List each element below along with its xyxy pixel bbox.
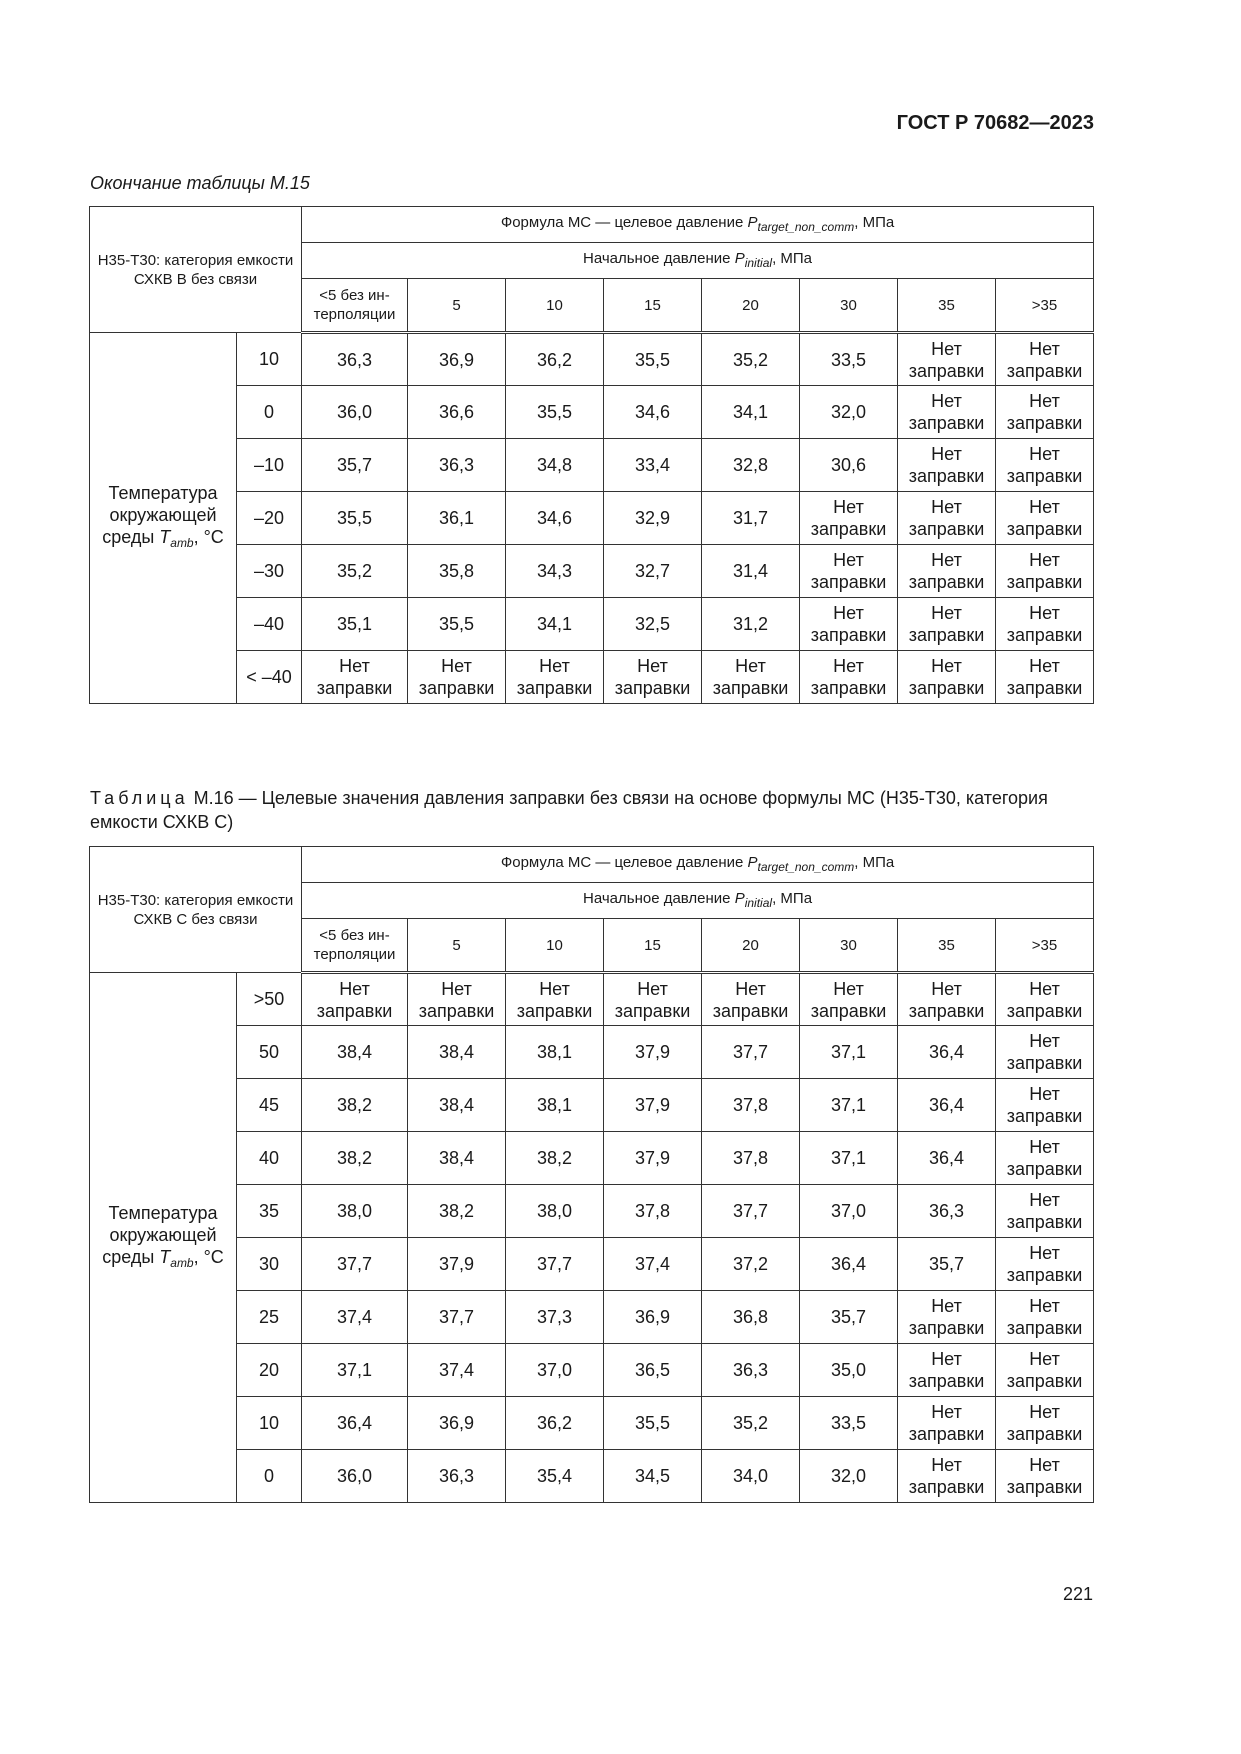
value-cell: 31,2 [702, 598, 800, 651]
value-cell: Нет заправки [800, 651, 898, 704]
value-cell: 35,5 [506, 386, 604, 439]
page-number: 221 [1062, 1584, 1093, 1604]
temperature-cell: 10 [237, 333, 302, 386]
pressure-column-header: >35 [996, 919, 1094, 973]
value-cell: Нет заправки [898, 1291, 996, 1344]
temperature-cell: 35 [237, 1185, 302, 1238]
table-row [90, 973, 1094, 1026]
temperature-cell: –20 [237, 492, 302, 545]
pressure-column-header: 35 [898, 279, 996, 333]
value-cell: Нет заправки [702, 651, 800, 704]
table-row [90, 1291, 1094, 1344]
value-cell: 36,0 [302, 386, 408, 439]
value-cell: 36,8 [702, 1291, 800, 1344]
value-cell: Нет заправки [996, 1397, 1094, 1450]
pressure-column-header: 10 [506, 279, 604, 333]
value-cell: 36,2 [506, 333, 604, 386]
table-row [90, 1026, 1094, 1079]
value-cell: 35,5 [408, 598, 506, 651]
value-cell: 35,5 [604, 1397, 702, 1450]
value-cell: Нет заправки [898, 439, 996, 492]
value-cell: 38,2 [302, 1132, 408, 1185]
value-cell: 37,9 [604, 1132, 702, 1185]
value-cell: 34,1 [702, 386, 800, 439]
temperature-cell: 30 [237, 1238, 302, 1291]
temperature-cell: 50 [237, 1026, 302, 1079]
value-cell: Нет заправки [302, 651, 408, 704]
value-cell: 32,7 [604, 545, 702, 598]
value-cell: Нет заправки [996, 1079, 1094, 1132]
value-cell: 34,6 [604, 386, 702, 439]
value-cell: 35,2 [702, 333, 800, 386]
value-cell: Нет заправки [996, 386, 1094, 439]
value-cell: 36,0 [302, 1450, 408, 1503]
pressure-column-header: 30 [800, 919, 898, 973]
value-cell: 36,5 [604, 1344, 702, 1397]
value-cell: Нет заправки [898, 492, 996, 545]
value-cell: Нет заправки [996, 1238, 1094, 1291]
value-cell: Нет заправки [898, 651, 996, 704]
pressure-column-header: 15 [604, 919, 702, 973]
pressure-column-header: 5 [408, 919, 506, 973]
table2-initial-pressure-header: Начальное давление $P_{initial}$, МПа [302, 883, 1094, 919]
value-cell: 38,4 [408, 1079, 506, 1132]
value-cell: 37,9 [604, 1026, 702, 1079]
value-cell: 34,6 [506, 492, 604, 545]
table1-corner-label: Н35-Т30: категория емкости СХКВ В без связи [90, 207, 302, 333]
temperature-cell: 0 [237, 1450, 302, 1503]
value-cell: Нет заправки [996, 1344, 1094, 1397]
pressure-column-header: <5 без ин-терполяции [302, 279, 408, 333]
value-cell: 38,4 [408, 1132, 506, 1185]
value-cell: Нет заправки [800, 598, 898, 651]
value-cell: 36,6 [408, 386, 506, 439]
value-cell: Нет заправки [408, 651, 506, 704]
value-cell: 37,9 [408, 1238, 506, 1291]
value-cell: 36,3 [898, 1185, 996, 1238]
value-cell: 35,1 [302, 598, 408, 651]
document-code: ГОСТ Р 70682—2023 [896, 112, 1094, 134]
table-row [90, 386, 1094, 439]
value-cell: 35,7 [302, 439, 408, 492]
pressure-column-header: 35 [898, 919, 996, 973]
pressure-column-header: 15 [604, 279, 702, 333]
value-cell: 36,2 [506, 1397, 604, 1450]
temperature-cell: 40 [237, 1132, 302, 1185]
table2-formula-header: Формула МС — целевое давление $P_{target\_non\_comm}$, МПа [302, 847, 1094, 883]
value-cell: Нет заправки [996, 1450, 1094, 1503]
value-cell: 38,0 [506, 1185, 604, 1238]
value-cell: 35,5 [302, 492, 408, 545]
value-cell: 35,2 [302, 545, 408, 598]
value-cell: Нет заправки [996, 973, 1094, 1026]
value-cell: Нет заправки [996, 1185, 1094, 1238]
value-cell: Нет заправки [800, 545, 898, 598]
row-group-text: Температура окружающей среды [102, 483, 218, 547]
value-cell: Нет заправки [996, 1026, 1094, 1079]
value-cell: Нет заправки [898, 333, 996, 386]
row-group-var: T [159, 527, 171, 547]
table2 [89, 846, 1094, 1503]
row-group-label [90, 333, 237, 704]
value-cell: 33,5 [800, 1397, 898, 1450]
value-cell: Нет заправки [800, 492, 898, 545]
value-cell: 37,8 [702, 1079, 800, 1132]
temperature-cell: 45 [237, 1079, 302, 1132]
value-cell: 37,4 [408, 1344, 506, 1397]
value-cell: Нет заправки [996, 439, 1094, 492]
value-cell: 37,0 [506, 1344, 604, 1397]
value-cell: 32,5 [604, 598, 702, 651]
table1-initial-pressure-header: Начальное давление $P_{initial}$, МПа [302, 243, 1094, 279]
value-cell: 37,1 [302, 1344, 408, 1397]
temperature-cell: >50 [237, 973, 302, 1026]
value-cell: 36,4 [302, 1397, 408, 1450]
value-cell: 34,8 [506, 439, 604, 492]
value-cell: 36,4 [898, 1026, 996, 1079]
value-cell: 32,8 [702, 439, 800, 492]
value-cell: 38,1 [506, 1079, 604, 1132]
temperature-cell: –30 [237, 545, 302, 598]
value-cell: 37,7 [702, 1185, 800, 1238]
value-cell: 35,7 [898, 1238, 996, 1291]
value-cell: 38,2 [408, 1185, 506, 1238]
value-cell: 38,4 [408, 1026, 506, 1079]
value-cell: 34,1 [506, 598, 604, 651]
temperature-cell: 10 [237, 1397, 302, 1450]
value-cell: 34,0 [702, 1450, 800, 1503]
value-cell: Нет заправки [996, 492, 1094, 545]
table-row [90, 333, 1094, 386]
temperature-cell: –10 [237, 439, 302, 492]
value-cell: 38,1 [506, 1026, 604, 1079]
value-cell: 36,3 [408, 1450, 506, 1503]
temperature-cell: 25 [237, 1291, 302, 1344]
temperature-cell: < –40 [237, 651, 302, 704]
value-cell: 37,0 [800, 1185, 898, 1238]
table-row [90, 1132, 1094, 1185]
value-cell: 35,5 [604, 333, 702, 386]
pressure-column-header: 20 [702, 279, 800, 333]
value-cell: Нет заправки [800, 973, 898, 1026]
value-cell: 36,3 [702, 1344, 800, 1397]
table-row [90, 545, 1094, 598]
value-cell: 36,3 [408, 439, 506, 492]
table-row [90, 651, 1094, 704]
value-cell: 31,4 [702, 545, 800, 598]
value-cell: 36,4 [898, 1132, 996, 1185]
temperature-cell: 0 [237, 386, 302, 439]
value-cell: Нет заправки [996, 333, 1094, 386]
value-cell: Нет заправки [996, 1132, 1094, 1185]
value-cell: 31,7 [702, 492, 800, 545]
table1 [89, 206, 1094, 704]
value-cell: Нет заправки [996, 1291, 1094, 1344]
value-cell: Нет заправки [898, 386, 996, 439]
value-cell: Нет заправки [996, 545, 1094, 598]
table1-formula-header: Формула МС — целевое давление $P_{target\_non\_comm}$, МПа [302, 207, 1094, 243]
value-cell: 37,8 [702, 1132, 800, 1185]
value-cell: 35,2 [702, 1397, 800, 1450]
value-cell: 36,3 [302, 333, 408, 386]
value-cell: Нет заправки [702, 973, 800, 1026]
value-cell: 36,1 [408, 492, 506, 545]
value-cell: 32,9 [604, 492, 702, 545]
value-cell: 37,7 [302, 1238, 408, 1291]
value-cell: Нет заправки [898, 598, 996, 651]
value-cell: 36,9 [604, 1291, 702, 1344]
value-cell: 35,4 [506, 1450, 604, 1503]
value-cell: 36,4 [898, 1079, 996, 1132]
table-row [90, 598, 1094, 651]
pressure-column-header: 20 [702, 919, 800, 973]
value-cell: Нет заправки [408, 973, 506, 1026]
value-cell: 33,4 [604, 439, 702, 492]
row-group-text: Температура окружающей среды [102, 1202, 218, 1267]
value-cell: Нет заправки [898, 1397, 996, 1450]
row-group-sub: amb [170, 1255, 194, 1270]
value-cell: 37,7 [702, 1026, 800, 1079]
value-cell: 37,1 [800, 1132, 898, 1185]
value-cell: 37,2 [702, 1238, 800, 1291]
value-cell: Нет заправки [604, 651, 702, 704]
table-row [90, 492, 1094, 545]
value-cell: 37,4 [604, 1238, 702, 1291]
value-cell: Нет заправки [898, 1450, 996, 1503]
value-cell: 37,1 [800, 1026, 898, 1079]
value-cell: 37,4 [302, 1291, 408, 1344]
value-cell: 37,8 [604, 1185, 702, 1238]
value-cell: Нет заправки [898, 545, 996, 598]
table-row [90, 1450, 1094, 1503]
value-cell: Нет заправки [506, 973, 604, 1026]
value-cell: 37,7 [506, 1238, 604, 1291]
table-row [90, 1344, 1094, 1397]
value-cell: Нет заправки [996, 598, 1094, 651]
table1-caption: Окончание таблицы М.15 [90, 173, 310, 193]
value-cell: 38,0 [302, 1185, 408, 1238]
table-row [90, 1238, 1094, 1291]
value-cell: Нет заправки [996, 651, 1094, 704]
table-row [90, 439, 1094, 492]
value-cell: 32,0 [800, 1450, 898, 1503]
value-cell: 32,0 [800, 386, 898, 439]
value-cell: 38,2 [506, 1132, 604, 1185]
value-cell: 37,1 [800, 1079, 898, 1132]
table-row [90, 1079, 1094, 1132]
table2-corner-label: Н35-Т30: категория емкости СХКВ С без связи [90, 847, 302, 973]
temperature-cell: –40 [237, 598, 302, 651]
value-cell: 36,4 [800, 1238, 898, 1291]
row-group-var: T [159, 1246, 171, 1267]
value-cell: 37,9 [604, 1079, 702, 1132]
temperature-cell: 20 [237, 1344, 302, 1397]
value-cell: 37,3 [506, 1291, 604, 1344]
value-cell: 35,0 [800, 1344, 898, 1397]
table2-caption: Таблица М.16 — Целевые значения давления заправки без связи на основе формулы МС (Н35-Т30, категория емкости СХКВ С) [90, 788, 1048, 832]
pressure-column-header: >35 [996, 279, 1094, 333]
pressure-column-header: 10 [506, 919, 604, 973]
value-cell: 35,7 [800, 1291, 898, 1344]
table-row [90, 1185, 1094, 1238]
pressure-column-header: <5 без ин-терполяции [302, 919, 408, 973]
value-cell: 38,2 [302, 1079, 408, 1132]
value-cell: Нет заправки [506, 651, 604, 704]
table-row [90, 1397, 1094, 1450]
pressure-column-header: 5 [408, 279, 506, 333]
row-group-unit: , °С [193, 1246, 224, 1267]
value-cell: 36,9 [408, 333, 506, 386]
value-cell: Нет заправки [302, 973, 408, 1026]
value-cell: 38,4 [302, 1026, 408, 1079]
value-cell: 34,3 [506, 545, 604, 598]
value-cell: 30,6 [800, 439, 898, 492]
value-cell: 36,9 [408, 1397, 506, 1450]
value-cell: 34,5 [604, 1450, 702, 1503]
value-cell: 35,8 [408, 545, 506, 598]
row-group-unit: , °С [193, 527, 224, 547]
value-cell: 37,7 [408, 1291, 506, 1344]
value-cell: 33,5 [800, 333, 898, 386]
pressure-column-header: 30 [800, 279, 898, 333]
value-cell: Нет заправки [898, 973, 996, 1026]
value-cell: Нет заправки [604, 973, 702, 1026]
value-cell: Нет заправки [898, 1344, 996, 1397]
row-group-label [90, 973, 237, 1503]
row-group-sub: amb [170, 536, 194, 550]
